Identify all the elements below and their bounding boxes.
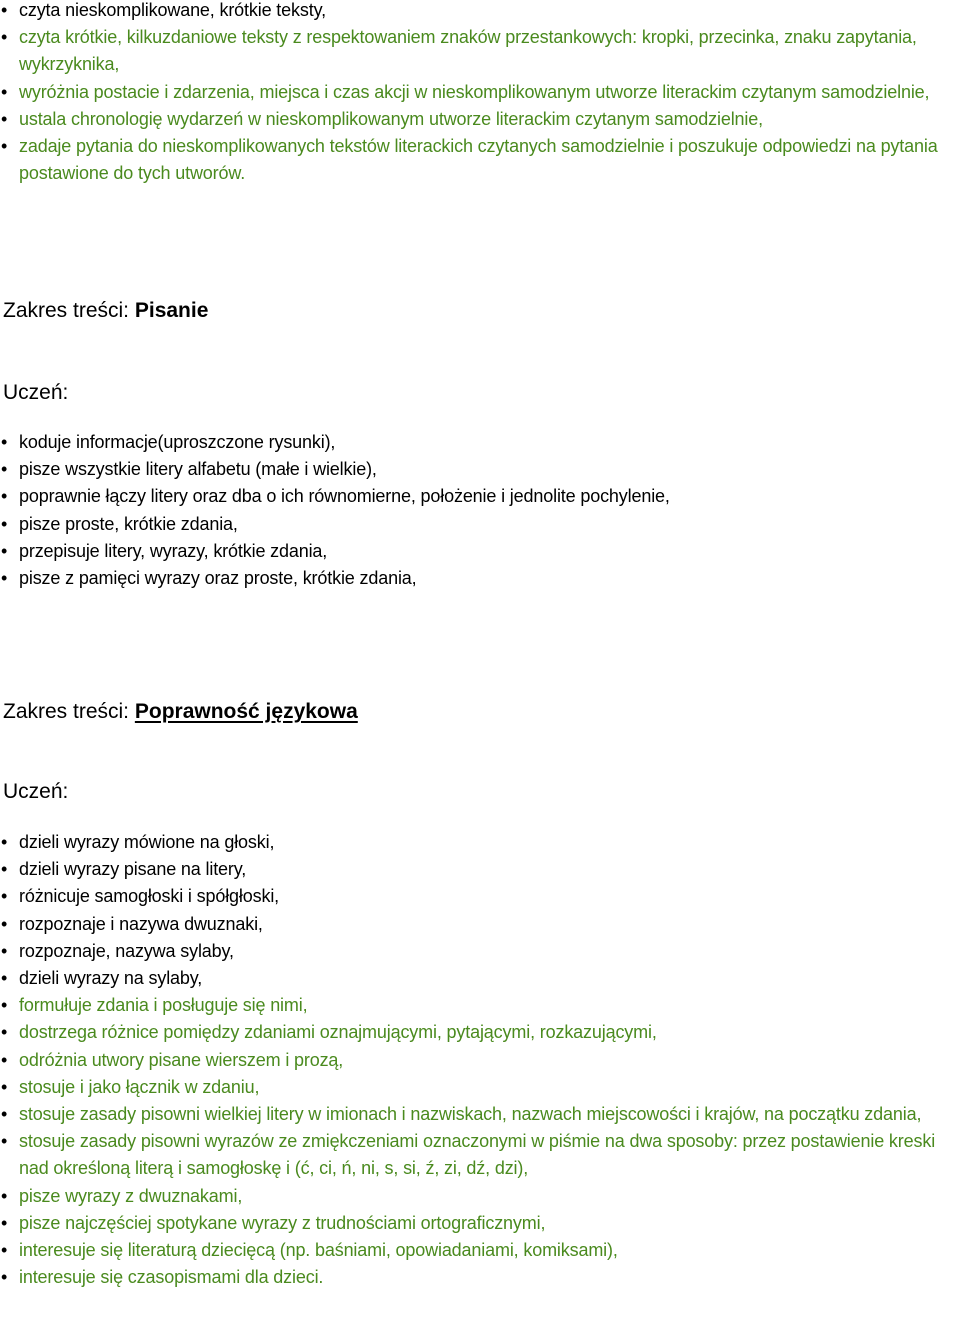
list-item: • ustala chronologię wydarzeń w nieskomplikowanym utworze literackim czytanym samodzielnie, xyxy=(0,106,950,133)
student-label: Uczeń: xyxy=(3,780,69,803)
list-item: • pisze z pamięci wyrazy oraz proste, krótkie zdania, xyxy=(0,565,950,592)
section-title-writing xyxy=(3,297,208,325)
list-item: • pisze najczęściej spotykane wyrazy z trudnościami ortograficznymi, xyxy=(0,1210,950,1237)
list-item: • dostrzega różnice pomiędzy zdaniami oznajmującymi, pytającymi, rozkazującymi, xyxy=(0,1019,950,1046)
list-item: • rozpoznaje, nazywa sylaby, xyxy=(0,938,950,965)
reading-skills-list xyxy=(0,0,950,187)
list-item: • stosuje zasady pisowni wielkiej litery w imionach i nazwiskach, nazwach miejscowości i krajów, na początku zdania, xyxy=(0,1101,950,1128)
section-title-main: Pisanie xyxy=(134,299,209,322)
list-item: • przepisuje litery, wyrazy, krótkie zdania, xyxy=(0,538,950,565)
list-item: • rozpoznaje i nazywa dwuznaki, xyxy=(0,911,950,938)
language-skills-list xyxy=(0,829,950,1291)
list-item: • stosuje zasady pisowni wyrazów ze zmiękczeniami oznaczonymi w piśmie na dwa sposoby: przez postawienie kreski nad określoną literą i samogłoskę i (ć, ci, ń, ni, s, si, ź, zi, dź, dzi), xyxy=(0,1128,950,1182)
list-item: • stosuje i jako łącznik w zdaniu, xyxy=(0,1074,950,1101)
student-label: Uczeń: xyxy=(3,381,69,404)
list-item: • poprawnie łączy litery oraz dba o ich równomierne, położenie i jednolite pochylenie, xyxy=(0,483,950,510)
list-item: • odróżnia utwory pisane wierszem i prozą, xyxy=(0,1047,950,1074)
list-item: • wyróżnia postacie i zdarzenia, miejsca i czas akcji w nieskomplikowanym utworze literackim czytanym samodzielnie, xyxy=(0,79,950,106)
list-item: • koduje informacje(uproszczone rysunki), xyxy=(0,429,950,456)
list-item: • dzieli wyrazy pisane na litery, xyxy=(0,856,950,883)
list-item: • dzieli wyrazy mówione na głoski, xyxy=(0,829,950,856)
section-title-main: Poprawność językowa xyxy=(134,700,358,723)
section-title-prefix: Zakres treści: xyxy=(3,299,135,322)
list-item: • pisze proste, krótkie zdania, xyxy=(0,511,950,538)
section-title-language xyxy=(3,698,358,726)
list-item: • różnicuje samogłoski i spółgłoski, xyxy=(0,883,950,910)
list-item: • interesuje się literaturą dziecięcą (np. baśniami, opowiadaniami, komiksami), xyxy=(0,1237,950,1264)
list-item: • pisze wyrazy z dwuznakami, xyxy=(0,1183,950,1210)
writing-skills-list xyxy=(0,429,950,592)
list-item: • formułuje zdania i posługuje się nimi, xyxy=(0,992,950,1019)
list-item: • czyta krótkie, kilkuzdaniowe teksty z respektowaniem znaków przestankowych: kropki, przecinka, znaku zapytania, wykrzyknika, xyxy=(0,24,950,78)
list-item: • interesuje się czasopismami dla dzieci. xyxy=(0,1264,950,1291)
list-item: • dzieli wyrazy na sylaby, xyxy=(0,965,950,992)
list-item: • pisze wszystkie litery alfabetu (małe i wielkie), xyxy=(0,456,950,483)
section-title-prefix: Zakres treści: xyxy=(3,700,135,723)
list-item: • czyta nieskomplikowane, krótkie teksty, xyxy=(0,0,950,24)
list-item: • zadaje pytania do nieskomplikowanych tekstów literackich czytanych samodzielnie i poszukuje odpowiedzi na pytania postawione do tych utworów. xyxy=(0,133,950,187)
